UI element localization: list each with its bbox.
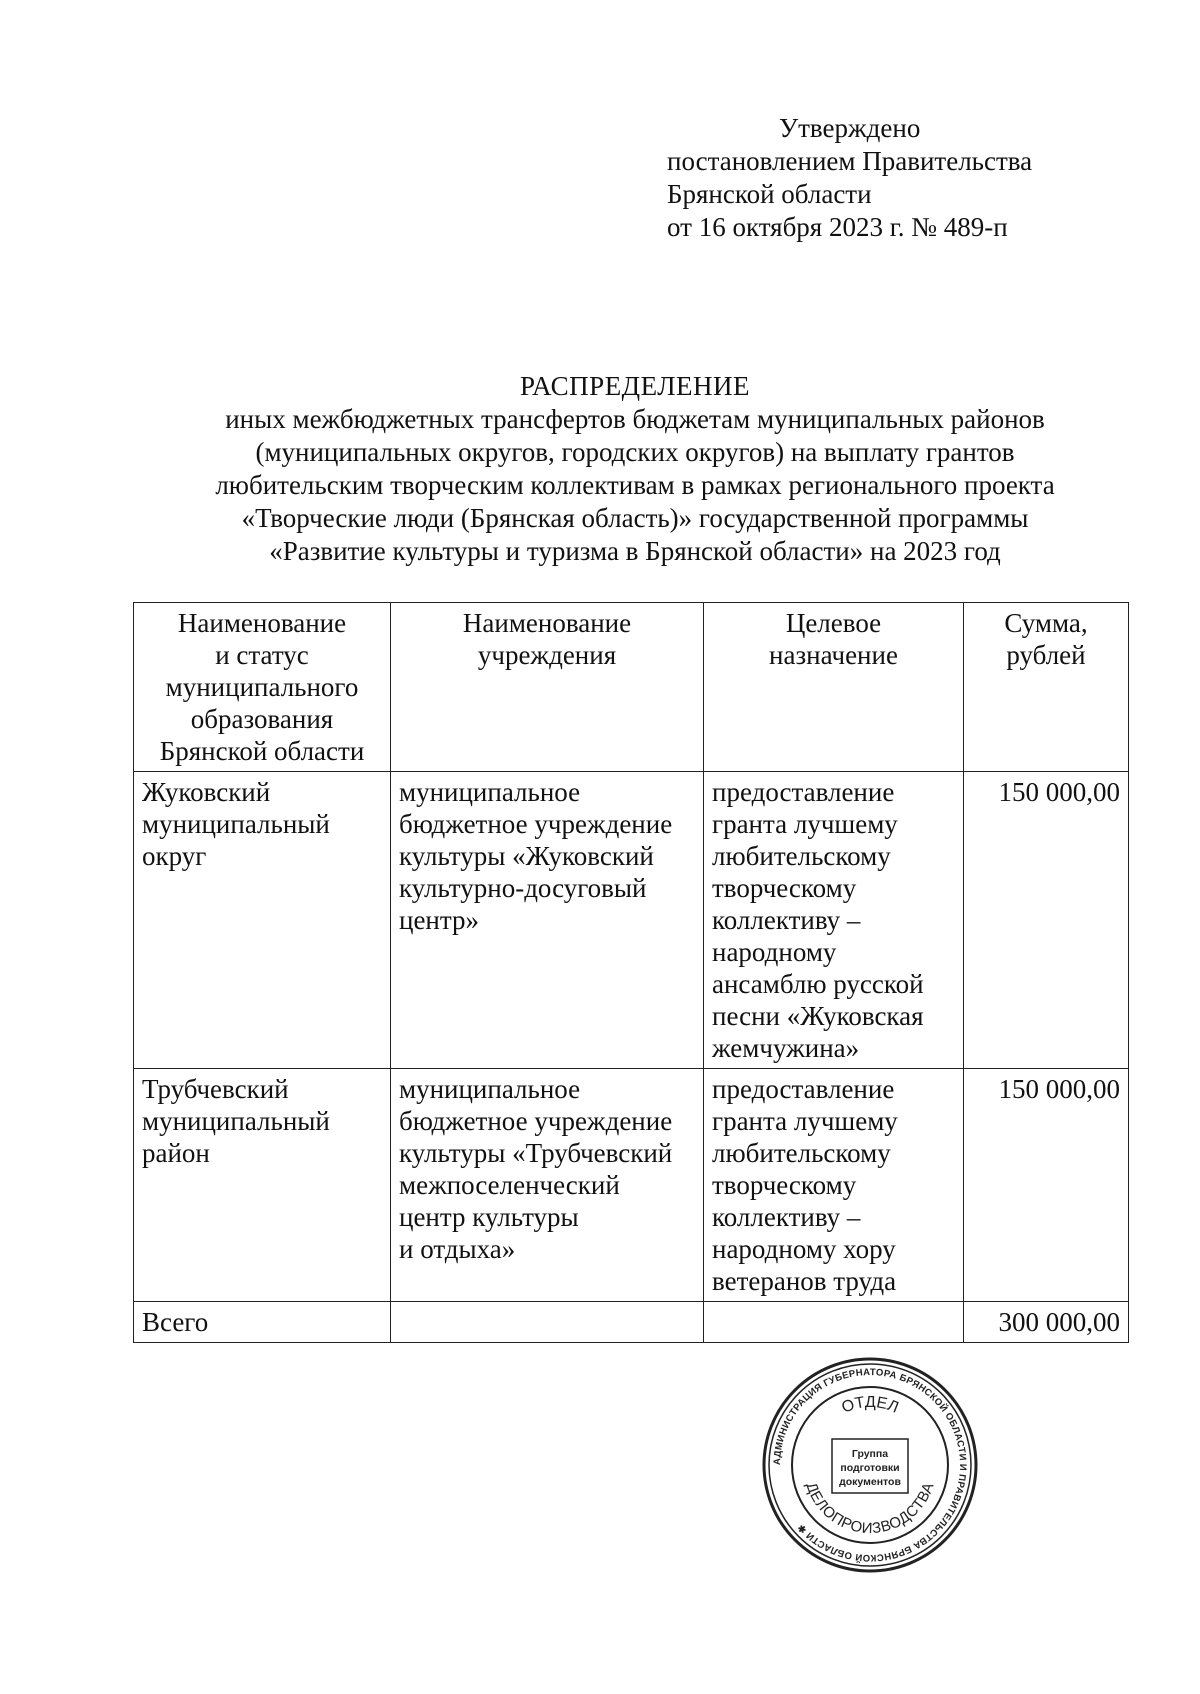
stamp-ring-text: АДМИНИСТРАЦИЯ ГУБЕРНАТОРА БРЯНСКОЙ ОБЛАСТИ И ПРАВИТЕЛЬСТВА БРЯНСКОЙ ОБЛАСТИ ✱ bbox=[771, 1366, 969, 1564]
official-stamp bbox=[760, 1355, 980, 1575]
title-line: (муниципальных округов, городских округов) на выплату грантов bbox=[255, 437, 1015, 467]
stamp-dept-top: ОТДЕЛ bbox=[839, 1393, 901, 1417]
empty-cell bbox=[391, 1302, 704, 1343]
approval-line-4: от 16 октября 2023 г. № 489-п bbox=[667, 212, 1008, 242]
svg-text:ОТДЕЛ bbox=[839, 1394, 900, 1417]
cell-municipality: Трубчевский муниципальный район bbox=[134, 1069, 391, 1302]
distribution-table bbox=[133, 602, 1129, 1343]
total-label: Всего bbox=[134, 1302, 391, 1343]
document-title bbox=[0, 370, 1200, 568]
approval-line-1: Утверждено bbox=[779, 113, 921, 143]
title-line: иных межбюджетных трансфертов бюджетам муниципальных районов bbox=[225, 404, 1045, 434]
table-row bbox=[134, 1069, 1129, 1302]
stamp-center-line: Группа bbox=[851, 1448, 889, 1460]
table-header-row bbox=[134, 603, 1129, 772]
header-institution: Наименование учреждения bbox=[391, 603, 704, 772]
cell-purpose: предоставление гранта лучшему любительскому творческому коллективу – народному хору ветеранов труда bbox=[704, 1069, 964, 1302]
empty-cell bbox=[704, 1302, 964, 1343]
approval-line-3: Брянской области bbox=[667, 179, 872, 209]
approval-block bbox=[667, 112, 1032, 244]
stamp-center-line: подготовки bbox=[840, 1462, 900, 1474]
header-purpose: Целевое назначение bbox=[704, 603, 964, 772]
stamp-center-line: документов bbox=[839, 1476, 901, 1488]
cell-purpose: предоставление гранта лучшему любительскому творческому коллективу – народному ансамблю русской песни «Жуковская жемчужина» bbox=[704, 772, 964, 1069]
title-line: «Творческие люди (Брянская область)» государственной программы bbox=[241, 503, 1029, 533]
total-amount: 300 000,00 bbox=[964, 1302, 1129, 1343]
header-municipality: Наименование и статус муниципального образования Брянской области bbox=[134, 603, 391, 772]
cell-amount: 150 000,00 bbox=[964, 772, 1129, 1069]
svg-text:ДЕЛОПРОИЗВОДСТВА bbox=[802, 1480, 937, 1537]
table-row bbox=[134, 772, 1129, 1069]
header-amount: Сумма, рублей bbox=[964, 603, 1129, 772]
table-total-row bbox=[134, 1302, 1129, 1343]
cell-municipality: Жуковский муниципальный округ bbox=[134, 772, 391, 1069]
approval-line-2: постановлением Правительства bbox=[667, 146, 1033, 176]
title-line: «Развитие культуры и туризма в Брянской области» на 2023 год bbox=[269, 536, 1001, 566]
cell-institution: муниципальное бюджетное учреждение культуры «Трубчевский межпоселенческий центр культуры и отдыха» bbox=[391, 1069, 704, 1302]
cell-institution: муниципальное бюджетное учреждение культуры «Жуковский культурно-досуговый центр» bbox=[391, 772, 704, 1069]
stamp-dept-bottom: ДЕЛОПРОИЗВОДСТВА bbox=[802, 1480, 938, 1538]
title-line: любительским творческим коллективам в рамках регионального проекта bbox=[215, 470, 1055, 500]
title-heading: РАСПРЕДЕЛЕНИЕ bbox=[519, 371, 751, 401]
cell-amount: 150 000,00 bbox=[964, 1069, 1129, 1302]
